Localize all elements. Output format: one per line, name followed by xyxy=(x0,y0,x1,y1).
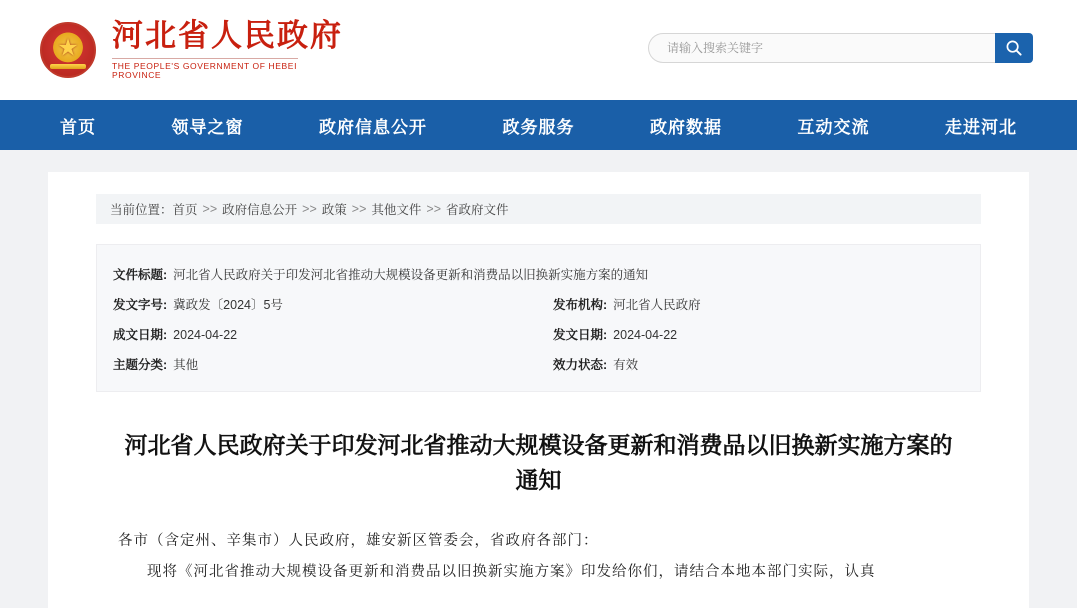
meta-field-issue-date xyxy=(553,325,677,343)
nav-item-leaders[interactable]: 领导之窗 xyxy=(171,117,244,137)
meta-label: 主题分类: xyxy=(113,358,168,372)
meta-field-subject-category xyxy=(113,355,553,373)
document-paragraph: 现将《河北省推动大规模设备更新和消费品以旧换新实施方案》印发给你们，请结合本地本部门实际，认真 xyxy=(147,564,876,580)
nav-item-gov-data[interactable]: 政府数据 xyxy=(650,117,722,137)
content-card xyxy=(48,172,1029,608)
breadcrumb-item-info[interactable]: 政府信息公开 xyxy=(222,203,298,217)
site-header xyxy=(0,0,1077,100)
breadcrumb-label: 当前位置： xyxy=(110,203,173,217)
meta-field-issuing-agency xyxy=(553,295,701,313)
breadcrumb-separator: >> xyxy=(426,202,442,216)
meta-label: 成文日期: xyxy=(113,328,168,342)
document-body xyxy=(118,527,959,587)
meta-row xyxy=(113,259,964,289)
meta-row xyxy=(113,349,964,379)
nav-item-info-public[interactable]: 政府信息公开 xyxy=(319,117,427,137)
meta-field-written-date xyxy=(113,325,553,343)
breadcrumb xyxy=(96,194,981,224)
breadcrumb-separator: >> xyxy=(351,202,367,216)
breadcrumb-item-other[interactable]: 其他文件 xyxy=(371,203,422,217)
page-background xyxy=(0,150,1077,608)
main-navigation xyxy=(0,100,1077,150)
meta-value: 有效 xyxy=(613,358,639,372)
document-meta-card xyxy=(96,244,981,392)
meta-value: 河北省人民政府关于印发河北省推动大规模设备更新和消费品以旧换新实施方案的通知 xyxy=(173,268,649,282)
meta-value: 冀政发〔2024〕5号 xyxy=(173,298,283,312)
document-paragraph: 各市（含定州、辛集市）人民政府，雄安新区管委会，省政府各部门： xyxy=(118,533,599,549)
site-title: 河北省人民政府 xyxy=(112,18,343,54)
meta-label: 文件标题: xyxy=(113,268,168,282)
breadcrumb-item-policy[interactable]: 政策 xyxy=(321,203,347,217)
site-subtitle: THE PEOPLE'S GOVERNMENT OF HEBEI PROVINCE xyxy=(112,58,298,80)
search-button[interactable] xyxy=(995,33,1033,63)
nav-item-gov-service[interactable]: 政务服务 xyxy=(502,117,575,137)
site-title-wrap xyxy=(112,20,343,79)
breadcrumb-item-home[interactable]: 首页 xyxy=(172,203,198,217)
meta-field-effectiveness-status xyxy=(553,355,638,373)
nav-item-interaction[interactable]: 互动交流 xyxy=(797,117,870,137)
meta-value: 河北省人民政府 xyxy=(613,298,701,312)
meta-field-doc-number xyxy=(113,295,553,313)
breadcrumb-separator: >> xyxy=(302,202,317,216)
breadcrumb-separator: >> xyxy=(202,202,218,216)
meta-label: 发文字号: xyxy=(113,298,168,312)
meta-value: 其他 xyxy=(173,358,199,372)
meta-row xyxy=(113,319,964,349)
national-emblem-icon xyxy=(40,22,96,78)
search-input[interactable] xyxy=(648,33,995,63)
site-logo[interactable] xyxy=(40,20,343,79)
search-icon xyxy=(1005,39,1023,57)
meta-row xyxy=(113,289,964,319)
meta-value: 2024-04-22 xyxy=(613,328,678,342)
breadcrumb-item-current[interactable]: 省政府文件 xyxy=(446,203,509,217)
page-title: 河北省人民政府关于印发河北省推动大规模设备更新和消费品以旧换新实施方案的通知 xyxy=(124,432,953,493)
meta-value: 2024-04-22 xyxy=(173,328,238,342)
meta-label: 发布机构: xyxy=(553,298,608,312)
meta-label: 效力状态: xyxy=(553,358,608,372)
nav-item-home[interactable]: 首页 xyxy=(60,117,96,137)
nav-item-about-hebei[interactable]: 走进河北 xyxy=(945,117,1017,137)
meta-label: 发文日期: xyxy=(553,328,608,342)
meta-field-file-title xyxy=(113,265,964,283)
search-box[interactable] xyxy=(648,33,1033,63)
